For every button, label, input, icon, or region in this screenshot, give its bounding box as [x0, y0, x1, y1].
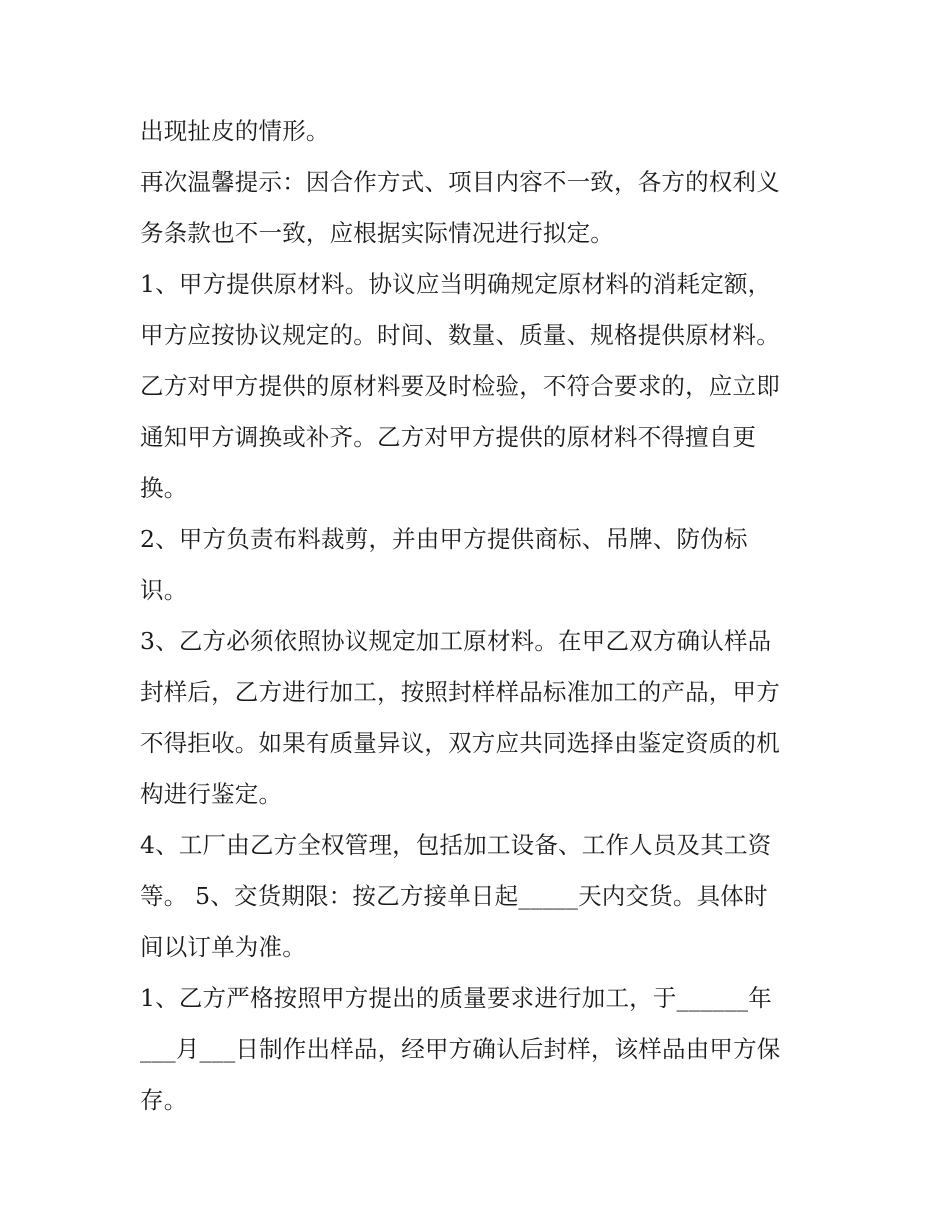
text-line: 甲方应按协议规定的。时间、数量、质量、规格提供原材料。: [140, 321, 780, 349]
text-line: 2、甲方负责布料裁剪，并由甲方提供商标、吊牌、防伪标: [140, 525, 748, 553]
text-line: 构进行鉴定。: [140, 780, 283, 808]
text-line: 出现扯皮的情形。: [140, 117, 330, 145]
text-line: 封样后，乙方进行加工，按照封样样品标准加工的产品，甲方: [140, 678, 780, 706]
text-line: ___月___日制作出样品，经甲方确认后封样，该样品由甲方保: [140, 1035, 781, 1063]
document-body: [140, 106, 820, 1126]
text-line: 务条款也不一致，应根据实际情况进行拟定。: [140, 219, 614, 247]
text-line: 通知甲方调换或补齐。乙方对甲方提供的原材料不得擅自更: [140, 423, 757, 451]
text-line: 识。: [140, 576, 188, 604]
text-line: 不得拒收。如果有质量异议，双方应共同选择由鉴定资质的机: [140, 729, 780, 757]
text-line: 再次温馨提示：因合作方式、项目内容不一致，各方的权利义: [140, 168, 780, 196]
text-line: 4、工厂由乙方全权管理，包括加工设备、工作人员及其工资: [140, 831, 772, 859]
text-line: 乙方对甲方提供的原材料要及时检验，不符合要求的，应立即: [140, 372, 780, 400]
text-line: 等。 5、交货期限：按乙方接单日起_____天内交货。具体时: [140, 882, 768, 910]
text-line: 1、乙方严格按照甲方提出的质量要求进行加工，于______年: [140, 984, 772, 1012]
text-line: 1、甲方提供原材料。协议应当明确规定原材料的消耗定额，: [140, 270, 772, 298]
text-line: 间以订单为准。: [140, 933, 306, 961]
text-line: 换。: [140, 474, 188, 502]
text-line: 3、乙方必须依照协议规定加工原材料。在甲乙双方确认样品: [140, 627, 772, 655]
text-line: 存。: [140, 1086, 188, 1114]
